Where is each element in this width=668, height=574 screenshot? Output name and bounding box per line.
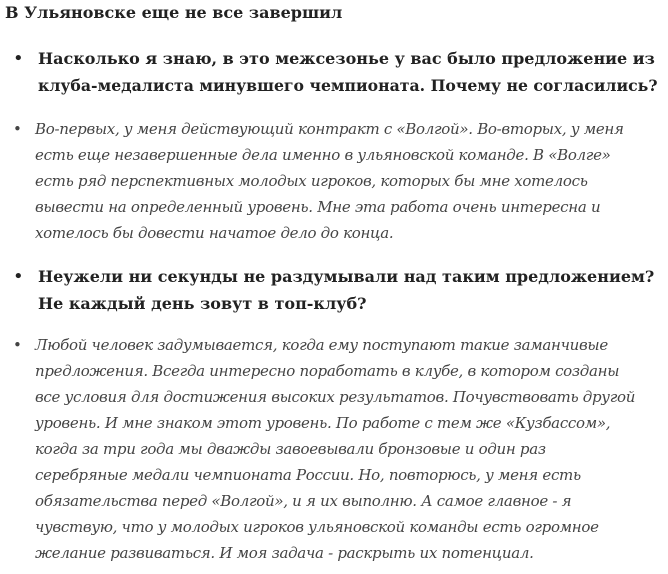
text-line: хотелось бы довести начатое дело до конца.	[35, 224, 394, 242]
text-line: предложения. Всегда интересно поработать в клубе, в котором созданы	[35, 362, 620, 380]
question-item	[13, 263, 661, 317]
text-line: когда за три года мы дважды завоевывали бронзовые и один раз	[35, 440, 546, 458]
text-line: уровень. И мне знаком этот уровень. По работе с тем же «Кузбассом»,	[35, 414, 611, 432]
text-line: Любой человек задумывается, когда ему поступают такие заманчивые	[35, 336, 608, 354]
question-text	[38, 45, 661, 99]
text-line: чувствую, что у молодых игроков ульяновской команды есть огромное	[35, 518, 599, 536]
text-line: обязательства перед «Волгой», и я их выполню. А самое главное - я	[35, 492, 572, 510]
answer-text	[35, 332, 661, 566]
text-line: Насколько я знаю, в это межсезонье у вас было предложение из	[38, 49, 655, 68]
text-line: вывести на определенный уровень. Мне эта работа очень интересна и	[35, 198, 601, 216]
text-line: Неужели ни секунды не раздумывали над таким предложением?	[38, 267, 655, 286]
bullet-icon: •	[13, 336, 22, 354]
text-line: желание развиваться. И моя задача - раскрыть их потенциал.	[35, 544, 534, 562]
text-line: все условия для достижения высоких результатов. Почувствовать другой	[35, 388, 636, 406]
question-text	[38, 263, 661, 317]
text-line: Во-первых, у меня действующий контракт с «Волгой». Во-вторых, у меня	[35, 120, 624, 138]
text-line: клуба-медалиста минувшего чемпионата. Почему не согласились?	[38, 76, 658, 95]
answer-item	[13, 116, 661, 246]
text-line: есть ряд перспективных молодых игроков, которых бы мне хотелось	[35, 172, 588, 190]
bullet-icon: •	[13, 120, 22, 138]
bullet-icon: •	[13, 266, 24, 287]
text-line: есть еще незавершенные дела именно в ульяновской команде. В «Волге»	[35, 146, 611, 164]
section-heading: В Ульяновске еще не все завершил	[5, 3, 343, 22]
answer-text	[35, 116, 661, 246]
question-item	[13, 45, 661, 99]
text-line: серебряные медали чемпионата России. Но, повторюсь, у меня есть	[35, 466, 581, 484]
text-line: Не каждый день зовут в топ-клуб?	[38, 294, 367, 313]
bullet-icon: •	[13, 48, 24, 69]
answer-item	[13, 332, 661, 566]
